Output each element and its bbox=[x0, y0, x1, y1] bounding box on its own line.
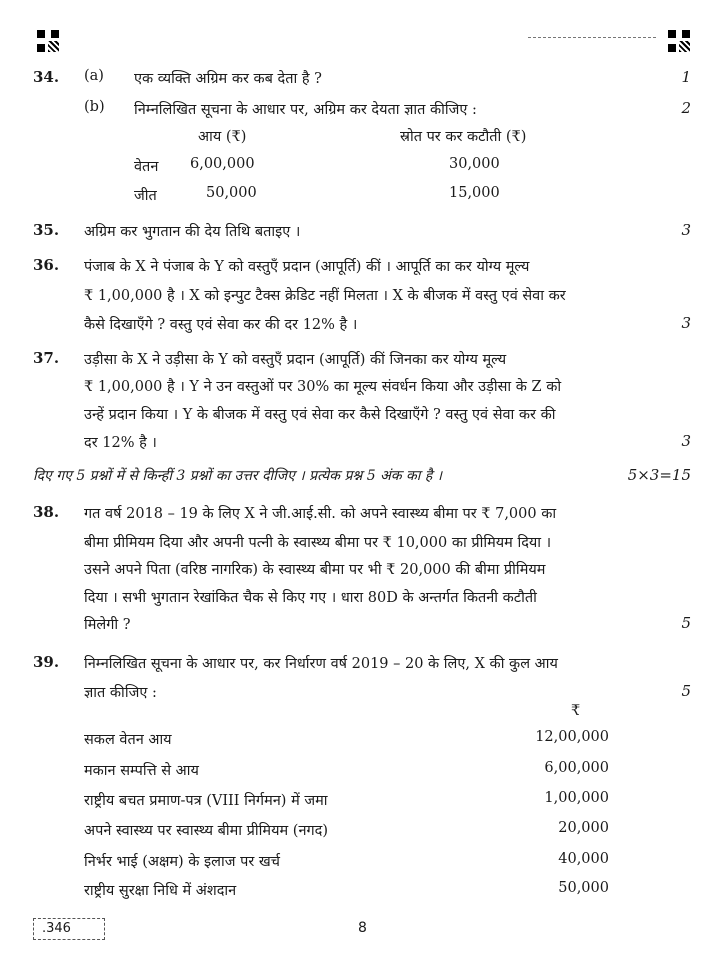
q34a-marks: 1 bbox=[681, 68, 691, 86]
q35-number: 35. bbox=[33, 221, 60, 239]
q34b-row-label: वेतन bbox=[134, 159, 159, 175]
q37-marks: 3 bbox=[681, 432, 691, 450]
q39-item-amount: 50,000 bbox=[558, 880, 609, 896]
q38-line: दिया । सभी भुगतान रेखांकित चैक से किए गए । धारा 80D के अन्तर्गत कितनी कटौती bbox=[84, 590, 537, 606]
qr-code-right-icon bbox=[668, 30, 690, 52]
q38-number: 38. bbox=[33, 503, 60, 521]
q39-marks: 5 bbox=[681, 682, 691, 700]
q35-text: अग्रिम कर भुगतान की देय तिथि बताइए । bbox=[84, 224, 301, 240]
q39-item-amount: 20,000 bbox=[558, 820, 609, 836]
q39-item-label: अपने स्वास्थ्य पर स्वास्थ्य बीमा प्रीमियम (नगद) bbox=[84, 823, 329, 839]
q37-line: उन्हें प्रदान किया । Y के बीजक में वस्तु एवं सेवा कर कैसे दिखाएँगे ? वस्तु एवं सेवा कर की bbox=[84, 407, 556, 423]
q34b-row-label: जीत bbox=[134, 188, 157, 204]
q39-item-label: सकल वेतन आय bbox=[84, 732, 172, 748]
q39-item-amount: 40,000 bbox=[558, 851, 609, 867]
q37-number: 37. bbox=[33, 349, 60, 367]
q37-line: ₹ 1,00,000 है । Y ने उन वस्तुओं पर 30% का मूल्य संवर्धन किया और उड़ीसा के Z को bbox=[84, 379, 562, 395]
paper-code-box: .346 bbox=[33, 918, 105, 940]
q37-line: उड़ीसा के X ने उड़ीसा के Y को वस्तुएँ प्रदान (आपूर्ति) कीं जिनका कर योग्य मूल्य bbox=[84, 352, 507, 368]
q36-marks: 3 bbox=[681, 314, 691, 332]
page-number: 8 bbox=[358, 920, 367, 936]
q34b-label: (b) bbox=[84, 99, 105, 115]
q34b-text: निम्नलिखित सूचना के आधार पर, अग्रिम कर देयता ज्ञात कीजिए : bbox=[134, 102, 477, 118]
q36-line: ₹ 1,00,000 है । X को इन्पुट टैक्स क्रेडिट नहीं मिलता । X के बीजक में वस्तु एवं सेवा कर bbox=[84, 288, 566, 304]
section-marks: 5×3=15 bbox=[627, 466, 691, 484]
q38-line: उसने अपने पिता (वरिष्ठ नागरिक) के स्वास्थ्य बीमा पर भी ₹ 20,000 की बीमा प्रीमियम bbox=[84, 562, 546, 578]
q39-number: 39. bbox=[33, 653, 60, 671]
q34b-row-income: 50,000 bbox=[206, 185, 257, 201]
q39-currency-symbol: ₹ bbox=[571, 703, 581, 719]
q36-line: कैसे दिखाएँगे ? वस्तु एवं सेवा कर की दर 12% है । bbox=[84, 317, 358, 333]
q39-item-amount: 6,00,000 bbox=[544, 760, 609, 776]
q39-line: निम्नलिखित सूचना के आधार पर, कर निर्धारण वर्ष 2019 – 20 के लिए, X की कुल आय bbox=[84, 656, 558, 672]
q34a-label: (a) bbox=[84, 68, 104, 84]
q38-marks: 5 bbox=[681, 614, 691, 632]
q34b-col-tds: स्रोत पर कर कटौती (₹) bbox=[400, 129, 527, 145]
q34a-text: एक व्यक्ति अग्रिम कर कब देता है ? bbox=[134, 71, 322, 87]
q34b-row-income: 6,00,000 bbox=[190, 156, 255, 172]
q34b-marks: 2 bbox=[681, 99, 691, 117]
q39-item-label: निर्भर भाई (अक्षम) के इलाज पर खर्च bbox=[84, 854, 280, 870]
q39-item-label: राष्ट्रीय सुरक्षा निधि में अंशदान bbox=[84, 883, 237, 899]
q38-line: मिलेगी ? bbox=[84, 617, 131, 633]
q34b-col-income: आय (₹) bbox=[198, 129, 247, 145]
qr-code-left-icon bbox=[37, 30, 59, 52]
section-instruction: दिए गए 5 प्रश्नों में से किन्हीं 3 प्रश्नों का उत्तर दीजिए । प्रत्येक प्रश्न 5 अंक का है । bbox=[33, 468, 443, 484]
q36-line: पंजाब के X ने पंजाब के Y को वस्तुएँ प्रदान (आपूर्ति) कीं । आपूर्ति का कर योग्य मूल्य bbox=[84, 259, 530, 275]
q34-number: 34. bbox=[33, 68, 60, 86]
q38-line: बीमा प्रीमियम दिया और अपनी पत्नी के स्वास्थ्य बीमा पर ₹ 10,000 का प्रीमियम दिया । bbox=[84, 535, 552, 551]
q39-item-amount: 12,00,000 bbox=[535, 729, 609, 745]
q34b-row-tds: 30,000 bbox=[449, 156, 500, 172]
q37-line: दर 12% है । bbox=[84, 435, 157, 451]
q34b-row-tds: 15,000 bbox=[449, 185, 500, 201]
q38-line: गत वर्ष 2018 – 19 के लिए X ने जी.आई.सी. को अपने स्वास्थ्य बीमा पर ₹ 7,000 का bbox=[84, 506, 557, 522]
header-dash-line bbox=[528, 37, 656, 38]
q39-item-label: मकान सम्पत्ति से आय bbox=[84, 763, 199, 779]
q36-number: 36. bbox=[33, 256, 60, 274]
q39-item-label: राष्ट्रीय बचत प्रमाण-पत्र (VIII निर्गमन) में जमा bbox=[84, 793, 328, 809]
q39-line: ज्ञात कीजिए : bbox=[84, 685, 157, 701]
q35-marks: 3 bbox=[681, 221, 691, 239]
q39-item-amount: 1,00,000 bbox=[544, 790, 609, 806]
